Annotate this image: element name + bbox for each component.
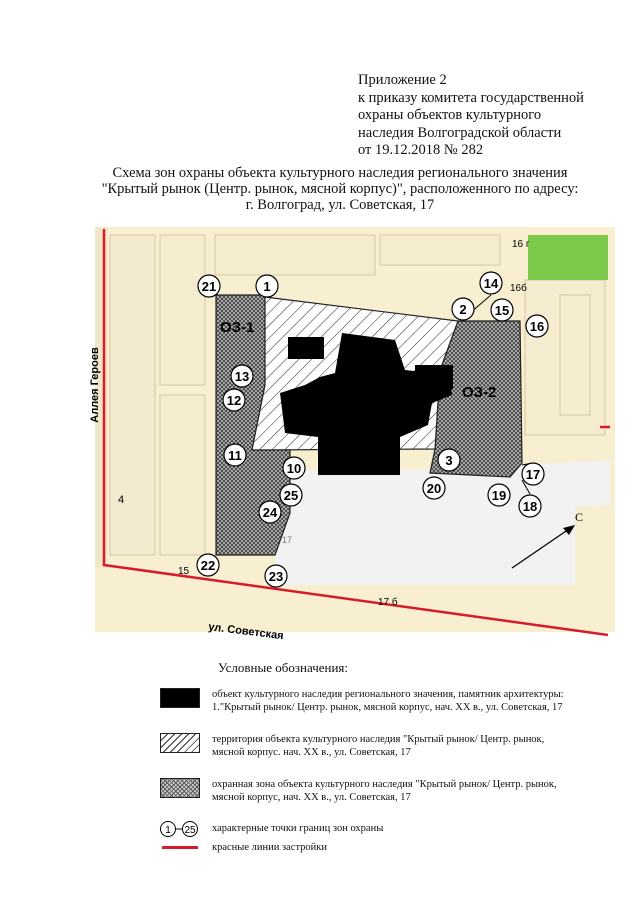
point-label: 2 [459, 302, 467, 317]
legend-swatch-territory [160, 733, 200, 753]
legend-text: мясной корпус, нач. XX в., ул. Советская, 17 [212, 792, 411, 803]
legend-text: объект культурного наследия регионального значения, памятник архитектуры: [212, 689, 564, 700]
point-label: 22 [200, 558, 216, 573]
legend-swatch-object [160, 688, 200, 708]
street-label-sovetskaya: ул. Советская [207, 621, 285, 643]
point-label: 10 [286, 461, 302, 476]
point-label: 14 [483, 276, 499, 291]
appendix-line: наследия Волгоградской области [358, 124, 562, 141]
point-label: 23 [268, 569, 284, 584]
point-label: 3 [445, 453, 453, 468]
legend-text: красные линии застройки [212, 842, 327, 853]
point-label: 11 [228, 448, 242, 463]
point-label: 13 [234, 369, 250, 384]
point-label: 21 [201, 279, 217, 294]
appendix-header [358, 72, 584, 160]
scheme-title [60, 165, 620, 213]
legend-text: территория объекта культурного наследия "Крытый рынок/ Центр. рынок, [212, 734, 545, 745]
house-number: 17 б [378, 597, 398, 608]
heritage-object-wing [415, 365, 453, 389]
heritage-object-wing [288, 337, 324, 359]
legend-redline-symbol [162, 846, 198, 849]
point-label: 25 [283, 488, 299, 503]
appendix-line: охраны объектов культурного [358, 107, 542, 123]
point-label: 12 [226, 393, 242, 408]
appendix-line: от 19.12.2018 № 282 [358, 142, 484, 158]
appendix-line: Приложение 2 [358, 72, 447, 88]
legend-text: 1."Крытый рынок/ Центр. рынок, мясной корпус, нач. XX в., ул. Советская, 17 [212, 702, 563, 713]
green-area [528, 235, 608, 280]
title-line: Схема зон охраны объекта культурного наследия регионального значения [112, 165, 568, 181]
protection-zone-map [0, 225, 640, 655]
point-label: 15 [494, 303, 510, 318]
legend-point-to: 25 [184, 825, 196, 836]
street-label-alley: Аллея Героев [89, 347, 101, 423]
appendix-line: к приказу комитета государственной [358, 89, 584, 106]
point-label: 18 [522, 499, 538, 514]
point-label: 17 [525, 467, 541, 482]
point-label: 16 [529, 319, 545, 334]
zone-label-oz2: ОЗ-2 [462, 384, 497, 401]
title-line: "Крытый рынок (Центр. рынок, мясной корпус)", расположенного по адресу: [101, 181, 579, 197]
zone-label-oz1: ОЗ-1 [220, 319, 255, 336]
legend-points-symbol [160, 820, 200, 838]
legend-text: охранная зона объекта культурного наследия "Крытый рынок/ Центр. рынок, [212, 779, 557, 790]
house-number: 4 [118, 494, 125, 506]
legend-text: характерные точки границ зон охраны [212, 823, 384, 834]
legend-text: мясной корпус. нач. XX в., ул. Советская, 17 [212, 747, 411, 758]
point-label: 19 [491, 488, 507, 503]
house-number: 17 [282, 535, 293, 545]
legend-swatch-zone [160, 778, 200, 798]
point-label: 20 [426, 481, 442, 496]
point-label: 24 [262, 505, 278, 520]
legend-point-from: 1 [165, 825, 171, 836]
title-line: г. Волгоград, ул. Советская, 17 [245, 197, 435, 213]
house-number: 15 [178, 566, 190, 577]
house-number: 16б [510, 283, 527, 294]
legend-title: Условные обозначения: [218, 660, 349, 675]
north-label: С [575, 510, 584, 524]
house-number: 16 г [512, 239, 530, 250]
point-label: 1 [263, 279, 271, 294]
